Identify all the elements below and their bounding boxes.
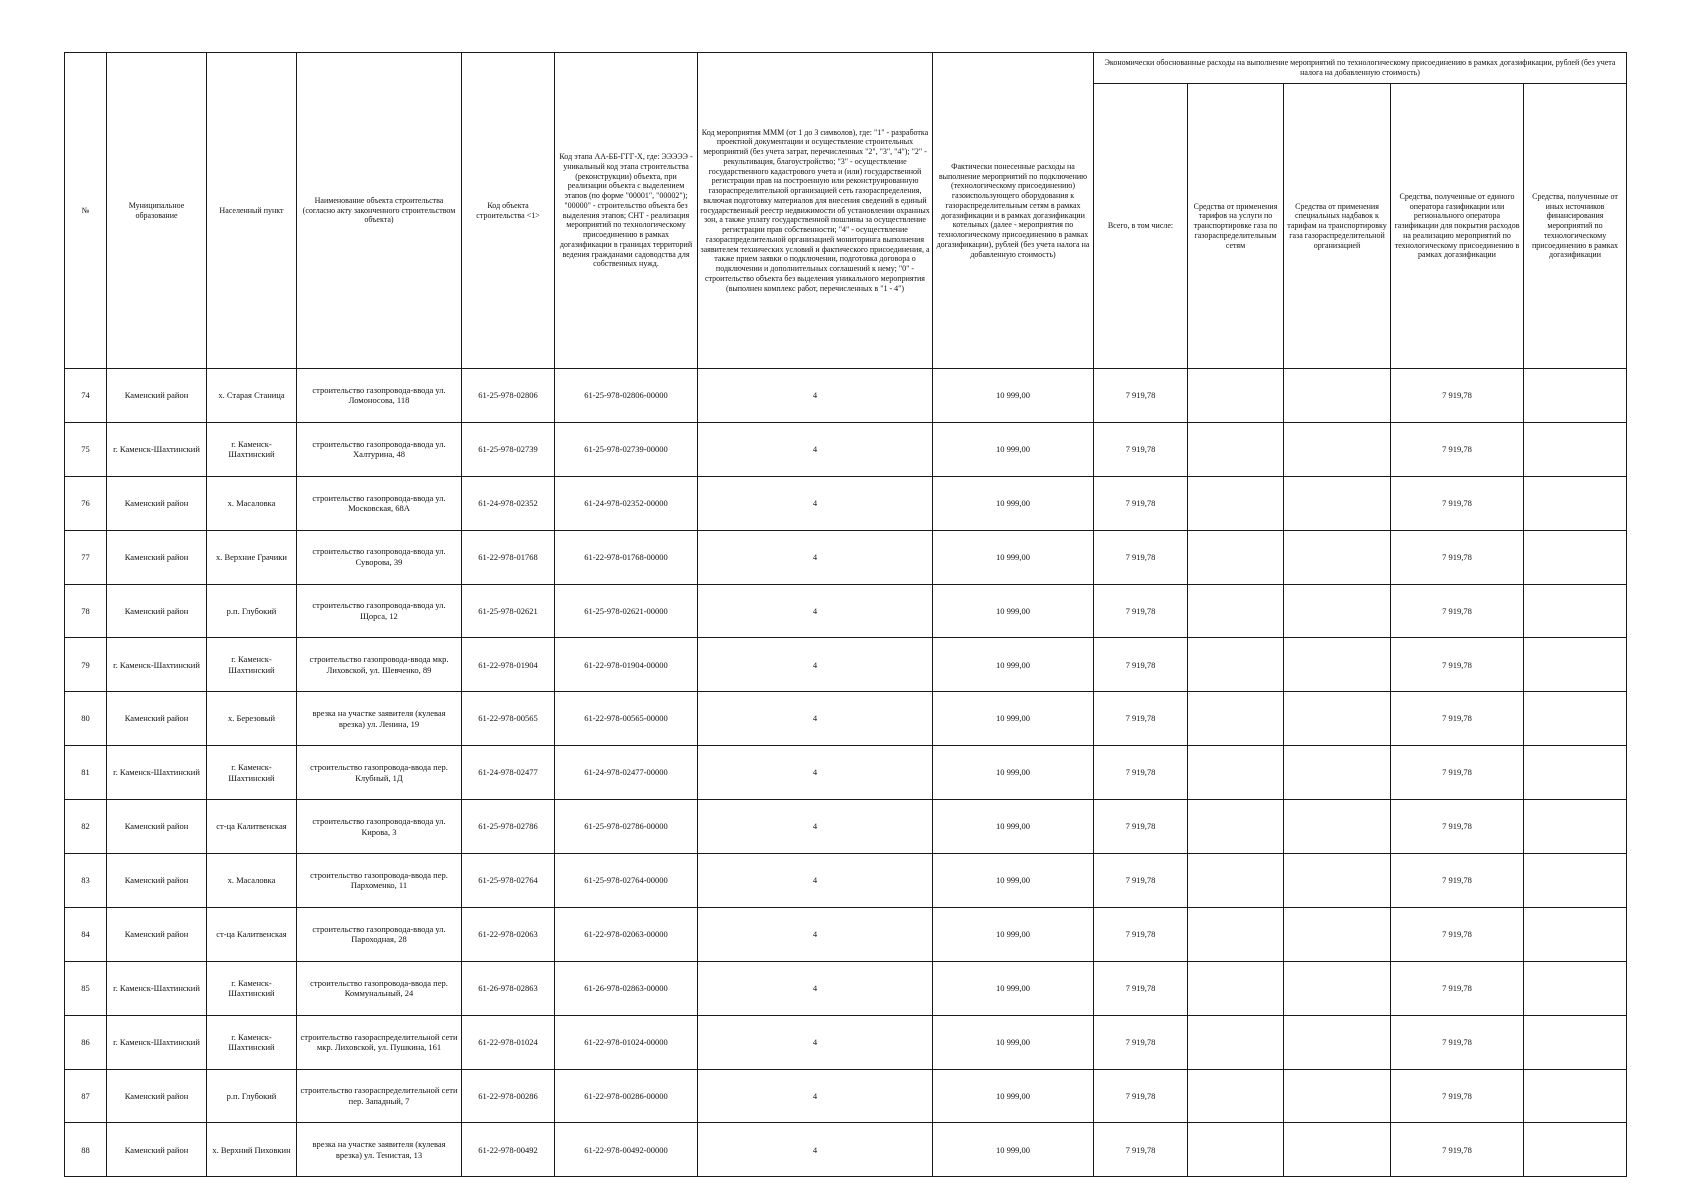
- actual-costs-cell: 10 999,00: [933, 1015, 1094, 1069]
- tariff-funds-cell: [1188, 692, 1284, 746]
- municipality-cell: г. Каменск-Шахтинский: [107, 422, 207, 476]
- object-code-cell: 61-25-978-02739: [462, 422, 555, 476]
- table-row: [65, 854, 1627, 908]
- measure-code-cell: 4: [698, 692, 933, 746]
- other-funds-cell: [1524, 638, 1627, 692]
- measure-code-cell: 4: [698, 638, 933, 692]
- measure-code-cell: 4: [698, 746, 933, 800]
- settlement-cell: г. Каменск-Шахтинский: [207, 1015, 297, 1069]
- stage-code-cell: 61-22-978-00286-00000: [555, 1069, 698, 1123]
- other-funds-cell: [1524, 530, 1627, 584]
- other-funds-cell: [1524, 961, 1627, 1015]
- header-total: Всего, в том числе:: [1094, 84, 1188, 369]
- tariff-funds-cell: [1188, 1123, 1284, 1177]
- settlement-cell: г. Каменск-Шахтинский: [207, 422, 297, 476]
- operator-funds-cell: 7 919,78: [1391, 692, 1524, 746]
- stage-code-cell: 61-24-978-02477-00000: [555, 746, 698, 800]
- object-code-cell: 61-26-978-02863: [462, 961, 555, 1015]
- header-tariff-funds: Средства от применения тарифов на услуги по транспортировке газа по газораспределительным сетям: [1188, 84, 1284, 369]
- stage-code-cell: 61-22-978-01904-00000: [555, 638, 698, 692]
- table-row: [65, 422, 1627, 476]
- table-row: [65, 692, 1627, 746]
- operator-funds-cell: 7 919,78: [1391, 1123, 1524, 1177]
- row-number-cell: 87: [65, 1069, 107, 1123]
- table-row: [65, 907, 1627, 961]
- municipality-cell: г. Каменск-Шахтинский: [107, 638, 207, 692]
- settlement-cell: х. Масаловка: [207, 476, 297, 530]
- operator-funds-cell: 7 919,78: [1391, 907, 1524, 961]
- tariff-funds-cell: [1188, 584, 1284, 638]
- object-name-cell: строительство газопровода-ввода ул. Кирова, 3: [297, 800, 462, 854]
- actual-costs-cell: 10 999,00: [933, 746, 1094, 800]
- tariff-funds-cell: [1188, 961, 1284, 1015]
- other-funds-cell: [1524, 584, 1627, 638]
- tariff-funds-cell: [1188, 907, 1284, 961]
- object-code-cell: 61-22-978-00565: [462, 692, 555, 746]
- other-funds-cell: [1524, 1123, 1627, 1177]
- municipality-cell: г. Каменск-Шахтинский: [107, 1015, 207, 1069]
- object-name-cell: строительство газопровода-ввода мкр. Лиховской, ул. Шевченко, 89: [297, 638, 462, 692]
- stage-code-cell: 61-24-978-02352-00000: [555, 476, 698, 530]
- surcharge-funds-cell: [1284, 854, 1391, 908]
- table-row: [65, 369, 1627, 423]
- actual-costs-cell: 10 999,00: [933, 961, 1094, 1015]
- actual-costs-cell: 10 999,00: [933, 369, 1094, 423]
- surcharge-funds-cell: [1284, 638, 1391, 692]
- total-cell: 7 919,78: [1094, 422, 1188, 476]
- other-funds-cell: [1524, 476, 1627, 530]
- row-number-cell: 80: [65, 692, 107, 746]
- other-funds-cell: [1524, 369, 1627, 423]
- tariff-funds-cell: [1188, 1015, 1284, 1069]
- total-cell: 7 919,78: [1094, 369, 1188, 423]
- settlement-cell: р.п. Глубокий: [207, 584, 297, 638]
- object-code-cell: 61-25-978-02786: [462, 800, 555, 854]
- other-funds-cell: [1524, 1015, 1627, 1069]
- table-row: [65, 1069, 1627, 1123]
- header-other-funds: Средства, полученные от иных источников финансирования мероприятий по технологическому присоединению в рамках догазификации: [1524, 84, 1627, 369]
- municipality-cell: Каменский район: [107, 584, 207, 638]
- row-number-cell: 76: [65, 476, 107, 530]
- settlement-cell: ст-ца Калитвенская: [207, 800, 297, 854]
- header-surcharge-funds: Средства от применения специальных надбавок к тарифам на транспортировку газа газораспределительной организацией: [1284, 84, 1391, 369]
- total-cell: 7 919,78: [1094, 1069, 1188, 1123]
- header-measure-code: Код мероприятия ММM (от 1 до 3 символов), где: "1" - разработка проектной документации и осуществление строительных мероприятий (без учета затрат, перечисленных "2", "3", "4"); "2" - рекультивация, благоустройство; "3" - осуществление государственного кадастрового учета и (или) государственной регистрации прав на построенную или реконструированную газораспределительной организацией сеть газораспределения, включая подготовку материалов для внесения сведений в единый государственный реестр недвижимости об установлении охранных зон, а также уплату государственной пошлины за осуществление регистрации прав собственности; "4" - осуществление газораспределительной организацией мониторинга выполнения заявителем технических условий и фактического присоединения, а также прием заявки о подключении, подготовка договора о подключении и дополнительных соглашений к нему; "0" - строительство объекта без выделения уникального мероприятия (выполнен комплекс работ, перечисленных в "1 - 4"): [698, 53, 933, 369]
- surcharge-funds-cell: [1284, 1123, 1391, 1177]
- operator-funds-cell: 7 919,78: [1391, 854, 1524, 908]
- object-code-cell: 61-25-978-02621: [462, 584, 555, 638]
- total-cell: 7 919,78: [1094, 961, 1188, 1015]
- measure-code-cell: 4: [698, 800, 933, 854]
- measure-code-cell: 4: [698, 422, 933, 476]
- actual-costs-cell: 10 999,00: [933, 1069, 1094, 1123]
- table-row: [65, 1015, 1627, 1069]
- operator-funds-cell: 7 919,78: [1391, 1069, 1524, 1123]
- object-code-cell: 61-22-978-02063: [462, 907, 555, 961]
- stage-code-cell: 61-22-978-01768-00000: [555, 530, 698, 584]
- object-name-cell: строительство газопровода-ввода ул. Ломоносова, 118: [297, 369, 462, 423]
- other-funds-cell: [1524, 854, 1627, 908]
- tariff-funds-cell: [1188, 854, 1284, 908]
- object-name-cell: врезка на участке заявителя (кулевая врезка) ул. Ленина, 19: [297, 692, 462, 746]
- other-funds-cell: [1524, 746, 1627, 800]
- total-cell: 7 919,78: [1094, 638, 1188, 692]
- actual-costs-cell: 10 999,00: [933, 907, 1094, 961]
- operator-funds-cell: 7 919,78: [1391, 530, 1524, 584]
- settlement-cell: р.п. Глубокий: [207, 1069, 297, 1123]
- tariff-funds-cell: [1188, 422, 1284, 476]
- measure-code-cell: 4: [698, 530, 933, 584]
- operator-funds-cell: 7 919,78: [1391, 584, 1524, 638]
- surcharge-funds-cell: [1284, 422, 1391, 476]
- row-number-cell: 78: [65, 584, 107, 638]
- object-code-cell: 61-25-978-02764: [462, 854, 555, 908]
- surcharge-funds-cell: [1284, 369, 1391, 423]
- measure-code-cell: 4: [698, 584, 933, 638]
- table-row: [65, 476, 1627, 530]
- object-name-cell: строительство газопровода-ввода ул. Суворова, 39: [297, 530, 462, 584]
- object-name-cell: строительство газораспределительной сети мкр. Лиховской, ул. Пушкина, 161: [297, 1015, 462, 1069]
- tariff-funds-cell: [1188, 1069, 1284, 1123]
- table-row: [65, 530, 1627, 584]
- settlement-cell: х. Масаловка: [207, 854, 297, 908]
- total-cell: 7 919,78: [1094, 692, 1188, 746]
- surcharge-funds-cell: [1284, 692, 1391, 746]
- surcharge-funds-cell: [1284, 907, 1391, 961]
- surcharge-funds-cell: [1284, 961, 1391, 1015]
- stage-code-cell: 61-25-978-02621-00000: [555, 584, 698, 638]
- total-cell: 7 919,78: [1094, 476, 1188, 530]
- settlement-cell: ст-ца Калитвенская: [207, 907, 297, 961]
- municipality-cell: Каменский район: [107, 530, 207, 584]
- operator-funds-cell: 7 919,78: [1391, 638, 1524, 692]
- actual-costs-cell: 10 999,00: [933, 584, 1094, 638]
- header-actual-costs: Фактически понесенные расходы на выполнение мероприятий по подключению (технологическому присоединению) газоиспользующего оборудования к газораспределительным сетям в рамках догазификации и в рамках догазификации котельных (далее - мероприятия по технологическому присоединению в рамках догазификации), рублей (без учета налога на добавленную стоимость): [933, 53, 1094, 369]
- actual-costs-cell: 10 999,00: [933, 476, 1094, 530]
- tariff-funds-cell: [1188, 476, 1284, 530]
- municipality-cell: г. Каменск-Шахтинский: [107, 746, 207, 800]
- other-funds-cell: [1524, 422, 1627, 476]
- table-row: [65, 1123, 1627, 1177]
- row-number-cell: 82: [65, 800, 107, 854]
- measure-code-cell: 4: [698, 961, 933, 1015]
- operator-funds-cell: 7 919,78: [1391, 422, 1524, 476]
- header-object-code: Код объекта строительства <1>: [462, 53, 555, 369]
- object-code-cell: 61-22-978-00492: [462, 1123, 555, 1177]
- tariff-funds-cell: [1188, 638, 1284, 692]
- object-code-cell: 61-24-978-02352: [462, 476, 555, 530]
- total-cell: 7 919,78: [1094, 530, 1188, 584]
- surcharge-funds-cell: [1284, 1069, 1391, 1123]
- stage-code-cell: 61-25-978-02764-00000: [555, 854, 698, 908]
- tariff-funds-cell: [1188, 800, 1284, 854]
- other-funds-cell: [1524, 800, 1627, 854]
- surcharge-funds-cell: [1284, 800, 1391, 854]
- header-object-name: Наименование объекта строительства (согласно акту законченного строительством объекта): [297, 53, 462, 369]
- row-number-cell: 79: [65, 638, 107, 692]
- object-name-cell: строительство газопровода-ввода ул. Пароходная, 28: [297, 907, 462, 961]
- measure-code-cell: 4: [698, 1123, 933, 1177]
- municipality-cell: Каменский район: [107, 854, 207, 908]
- object-code-cell: 61-24-978-02477: [462, 746, 555, 800]
- settlement-cell: г. Каменск-Шахтинский: [207, 638, 297, 692]
- stage-code-cell: 61-25-978-02786-00000: [555, 800, 698, 854]
- object-name-cell: строительство газопровода-ввода пер. Коммунальный, 24: [297, 961, 462, 1015]
- settlement-cell: х. Старая Станица: [207, 369, 297, 423]
- object-code-cell: 61-22-978-00286: [462, 1069, 555, 1123]
- object-code-cell: 61-22-978-01904: [462, 638, 555, 692]
- municipality-cell: Каменский район: [107, 692, 207, 746]
- row-number-cell: 83: [65, 854, 107, 908]
- row-number-cell: 84: [65, 907, 107, 961]
- surcharge-funds-cell: [1284, 476, 1391, 530]
- municipality-cell: Каменский район: [107, 907, 207, 961]
- total-cell: 7 919,78: [1094, 1123, 1188, 1177]
- header-operator-funds: Средства, полученные от единого оператора газификации или регионального оператора газификации для покрытия расходов на реализацию мероприятий по технологическому присоединению в рамках догазификации: [1391, 84, 1524, 369]
- measure-code-cell: 4: [698, 1015, 933, 1069]
- stage-code-cell: 61-26-978-02863-00000: [555, 961, 698, 1015]
- actual-costs-cell: 10 999,00: [933, 638, 1094, 692]
- object-code-cell: 61-22-978-01768: [462, 530, 555, 584]
- stage-code-cell: 61-22-978-01024-00000: [555, 1015, 698, 1069]
- operator-funds-cell: 7 919,78: [1391, 961, 1524, 1015]
- tariff-funds-cell: [1188, 530, 1284, 584]
- object-name-cell: врезка на участке заявителя (кулевая врезка) ул. Тенистая, 13: [297, 1123, 462, 1177]
- operator-funds-cell: 7 919,78: [1391, 800, 1524, 854]
- actual-costs-cell: 10 999,00: [933, 800, 1094, 854]
- object-code-cell: 61-25-978-02806: [462, 369, 555, 423]
- total-cell: 7 919,78: [1094, 854, 1188, 908]
- measure-code-cell: 4: [698, 907, 933, 961]
- tariff-funds-cell: [1188, 369, 1284, 423]
- municipality-cell: Каменский район: [107, 369, 207, 423]
- operator-funds-cell: 7 919,78: [1391, 369, 1524, 423]
- total-cell: 7 919,78: [1094, 1015, 1188, 1069]
- table-body: [65, 369, 1627, 1177]
- settlement-cell: г. Каменск-Шахтинский: [207, 961, 297, 1015]
- table-row: [65, 746, 1627, 800]
- operator-funds-cell: 7 919,78: [1391, 476, 1524, 530]
- table-row: [65, 800, 1627, 854]
- row-number-cell: 86: [65, 1015, 107, 1069]
- object-code-cell: 61-22-978-01024: [462, 1015, 555, 1069]
- table-row: [65, 584, 1627, 638]
- object-name-cell: строительство газораспределительной сети пер. Западный, 7: [297, 1069, 462, 1123]
- actual-costs-cell: 10 999,00: [933, 422, 1094, 476]
- settlement-cell: х. Верхний Пиховкин: [207, 1123, 297, 1177]
- table-row: [65, 961, 1627, 1015]
- surcharge-funds-cell: [1284, 746, 1391, 800]
- other-funds-cell: [1524, 907, 1627, 961]
- settlement-cell: х. Березовый: [207, 692, 297, 746]
- header-municipality: Муниципальное образование: [107, 53, 207, 369]
- actual-costs-cell: 10 999,00: [933, 1123, 1094, 1177]
- municipality-cell: Каменский район: [107, 800, 207, 854]
- surcharge-funds-cell: [1284, 530, 1391, 584]
- measure-code-cell: 4: [698, 369, 933, 423]
- other-funds-cell: [1524, 1069, 1627, 1123]
- row-number-cell: 75: [65, 422, 107, 476]
- stage-code-cell: 61-22-978-00565-00000: [555, 692, 698, 746]
- total-cell: 7 919,78: [1094, 746, 1188, 800]
- header-stage-code: Код этапа АА-ББ-ГГГ-Х, где: ЭЭЭЭЭ - уникальный код этапа строительства (реконструкции) объекта, при реализации объекта с выделением этапов (по форме "00001", "00002"); "00000" - строительство объекта без выделения этапов; СНТ - реализация мероприятий по технологическому присоединению в рамках догазификации в границах территорий ведения гражданами садоводства для собственных нужд.: [555, 53, 698, 369]
- municipality-cell: Каменский район: [107, 1069, 207, 1123]
- row-number-cell: 74: [65, 369, 107, 423]
- other-funds-cell: [1524, 692, 1627, 746]
- actual-costs-cell: 10 999,00: [933, 530, 1094, 584]
- costs-table: [64, 52, 1627, 1177]
- municipality-cell: г. Каменск-Шахтинский: [107, 961, 207, 1015]
- measure-code-cell: 4: [698, 1069, 933, 1123]
- row-number-cell: 88: [65, 1123, 107, 1177]
- object-name-cell: строительство газопровода-ввода пер. Клубный, 1Д: [297, 746, 462, 800]
- actual-costs-cell: 10 999,00: [933, 854, 1094, 908]
- settlement-cell: г. Каменск-Шахтинский: [207, 746, 297, 800]
- row-number-cell: 81: [65, 746, 107, 800]
- total-cell: 7 919,78: [1094, 584, 1188, 638]
- object-name-cell: строительство газопровода-ввода ул. Щорса, 12: [297, 584, 462, 638]
- total-cell: 7 919,78: [1094, 907, 1188, 961]
- operator-funds-cell: 7 919,78: [1391, 746, 1524, 800]
- total-cell: 7 919,78: [1094, 800, 1188, 854]
- settlement-cell: х. Верхние Грачики: [207, 530, 297, 584]
- measure-code-cell: 4: [698, 476, 933, 530]
- stage-code-cell: 61-22-978-00492-00000: [555, 1123, 698, 1177]
- header-settlement: Населенный пункт: [207, 53, 297, 369]
- actual-costs-cell: 10 999,00: [933, 692, 1094, 746]
- stage-code-cell: 61-25-978-02739-00000: [555, 422, 698, 476]
- municipality-cell: Каменский район: [107, 476, 207, 530]
- row-number-cell: 85: [65, 961, 107, 1015]
- header-num: №: [65, 53, 107, 369]
- surcharge-funds-cell: [1284, 1015, 1391, 1069]
- stage-code-cell: 61-25-978-02806-00000: [555, 369, 698, 423]
- measure-code-cell: 4: [698, 854, 933, 908]
- operator-funds-cell: 7 919,78: [1391, 1015, 1524, 1069]
- object-name-cell: строительство газопровода-ввода ул. Халтурина, 48: [297, 422, 462, 476]
- surcharge-funds-cell: [1284, 584, 1391, 638]
- row-number-cell: 77: [65, 530, 107, 584]
- object-name-cell: строительство газопровода-ввода пер. Пархоменко, 11: [297, 854, 462, 908]
- tariff-funds-cell: [1188, 746, 1284, 800]
- table-row: [65, 638, 1627, 692]
- municipality-cell: Каменский район: [107, 1123, 207, 1177]
- stage-code-cell: 61-22-978-02063-00000: [555, 907, 698, 961]
- object-name-cell: строительство газопровода-ввода ул. Московская, 68А: [297, 476, 462, 530]
- header-group-title: Экономически обоснованные расходы на выполнение мероприятий по технологическому присоединению в рамках догазификации, рублей (без учета налога на добавленную стоимость): [1094, 53, 1627, 84]
